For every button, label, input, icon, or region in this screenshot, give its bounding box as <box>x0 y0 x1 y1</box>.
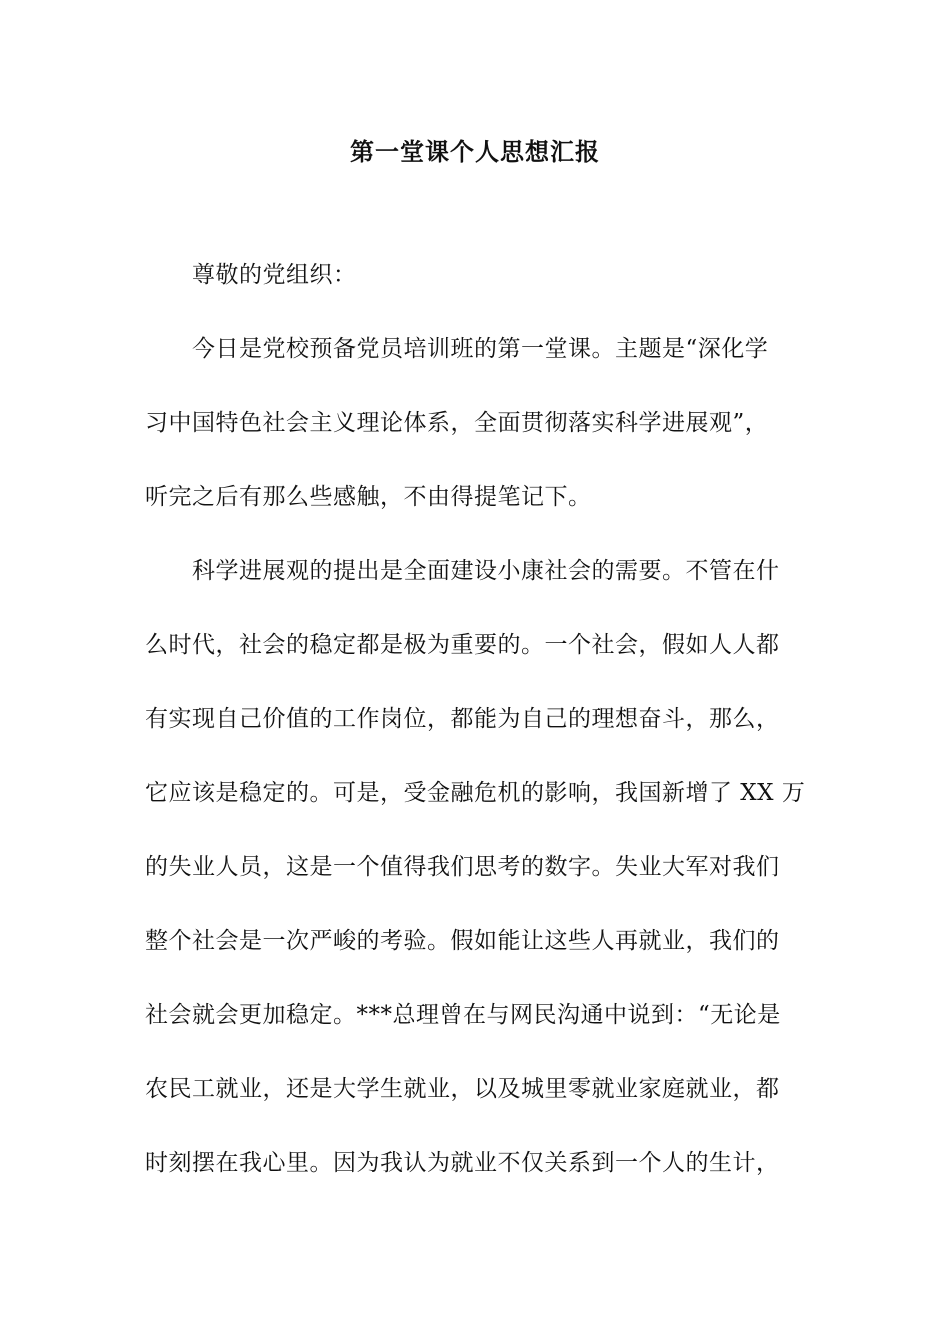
paragraph-line: 它应该是稳定的。可是，受金融危机的影响，我国新增了 XX 万 <box>145 780 806 806</box>
paragraph-line: 的失业人员，这是一个值得我们思考的数字。失业大军对我们 <box>145 854 780 880</box>
paragraph-line: 今日是党校预备党员培训班的第一堂课。主题是“深化学 <box>192 336 769 362</box>
paragraph-line: 整个社会是一次严峻的考验。假如能让这些人再就业，我们的 <box>145 928 780 954</box>
paragraph-line: 习中国特色社会主义理论体系，全面贯彻落实科学进展观”， <box>145 410 769 436</box>
salutation-line: 尊敬的党组织： <box>192 262 357 288</box>
document-body <box>145 255 815 1217</box>
paragraph-line: 有实现自己价值的工作岗位，都能为自己的理想奋斗，那么， <box>145 706 780 732</box>
paragraph-line: 科学进展观的提出是全面建设小康社会的需要。不管在什 <box>192 558 780 584</box>
paragraph-line: 时刻摆在我心里。因为我认为就业不仅关系到一个人的生计， <box>145 1150 780 1176</box>
paragraph-line: 农民工就业，还是大学生就业，以及城里零就业家庭就业，都 <box>145 1076 780 1102</box>
paragraph-line: 听完之后有那么些感触，不由得提笔记下。 <box>145 484 592 510</box>
paragraph-line: 社会就会更加稳定。***总理曾在与网民沟通中说到：“无论是 <box>145 1002 781 1028</box>
document-title: 第一堂课个人思想汇报 <box>350 137 600 166</box>
paragraph-line: 么时代，社会的稳定都是极为重要的。一个社会，假如人人都 <box>145 632 780 658</box>
